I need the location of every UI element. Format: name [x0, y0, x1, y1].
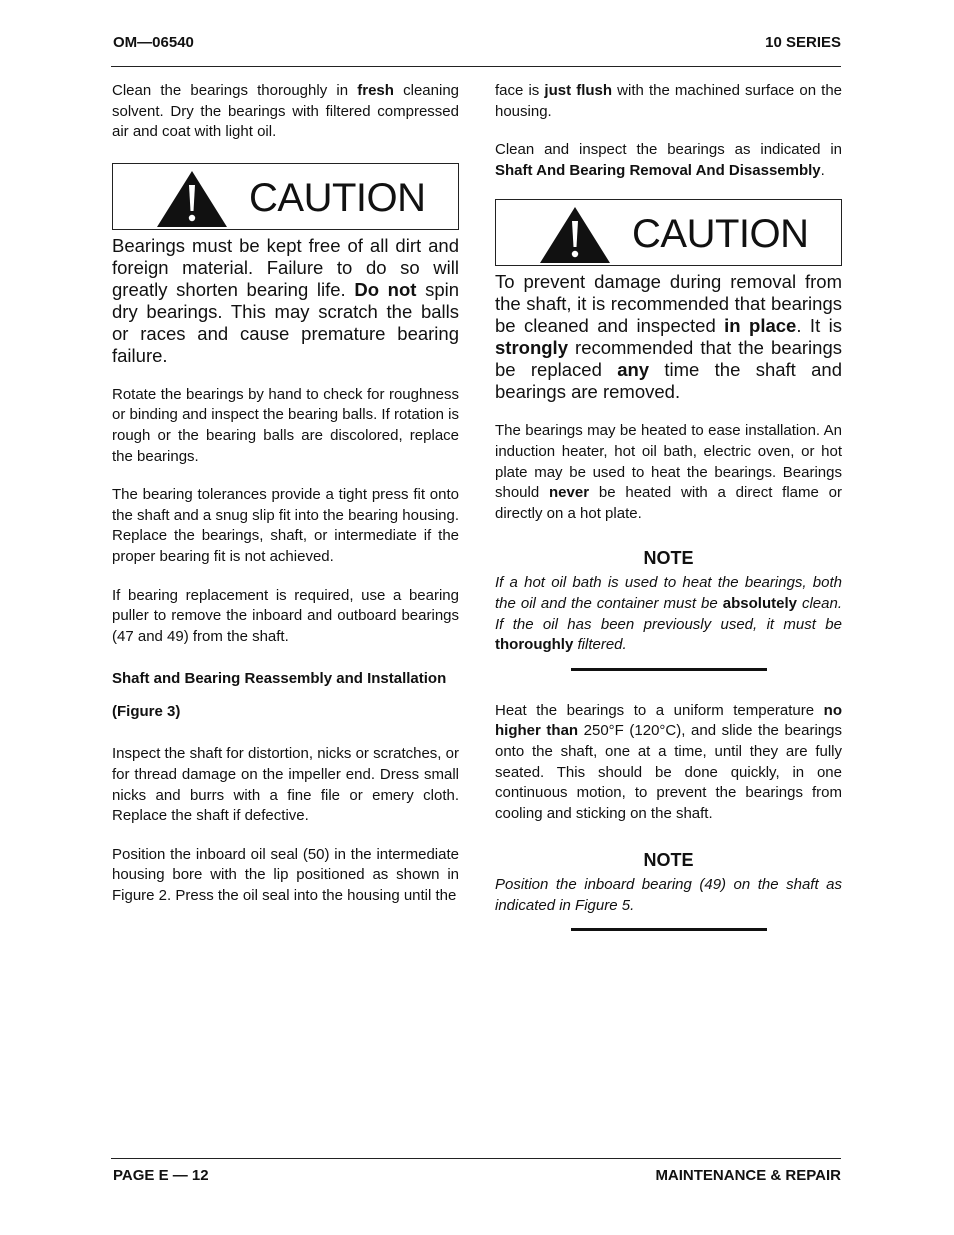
series-label: 10 SERIES: [765, 34, 841, 51]
note-rule: [571, 668, 767, 671]
warning-triangle-icon: [538, 205, 612, 265]
note-text: If a hot oil bath is used to heat the bearings, both the oil and the container must be absolutely clean. If the oil has been previously used, it must be thoroughly filtered.: [495, 574, 842, 654]
paragraph-face-flush: face is just flush with the machined surface on the housing.: [495, 82, 843, 120]
caution-label: CAUTION: [249, 175, 426, 220]
caution-box: [112, 163, 459, 230]
section-name: MAINTENANCE & REPAIR: [655, 1167, 841, 1184]
note-text: Position the inboard bearing (49) on the shaft as indicated in Figure 5.: [495, 876, 842, 914]
note-block: [495, 850, 842, 931]
caution-text: To prevent damage during removal from the shaft, it is recommended that bearings be cleaned and inspected in place. It is strongly recommended that the bearings be replaced any time the shaft and bearings are removed.: [495, 271, 842, 403]
caution-text: Bearings must be kept free of all dirt and foreign material. Failure to do so will greatly shorten bearing life. Do not spin dry bearings. This may scratch the balls or races and cause premature bearing failure.: [112, 234, 460, 366]
note-rule: [571, 928, 767, 931]
paragraph-rotate-bearings: Rotate the bearings by hand to check for roughness or binding and inspect the bearing balls. If rotation is rough or the bearing balls are discolored, replace the bearings.: [112, 385, 459, 465]
note-title: NOTE: [643, 548, 694, 569]
note-block: [495, 548, 842, 670]
footer-rule: [111, 1158, 841, 1159]
caution-box: [495, 199, 842, 266]
doc-number: OM—06540: [113, 34, 194, 51]
paragraph-inboard-oil-seal: Position the inboard oil seal (50) in the intermediate housing bore with the lip positioned as shown in Figure 2. Press the oil seal into the housing until the: [112, 845, 459, 904]
paragraph-bearing-replacement: If bearing replacement is required, use a bearing puller to remove the inboard and outboard bearings (47 and 49) from the shaft.: [112, 586, 459, 645]
section-subheading: (Figure 3): [112, 703, 181, 721]
paragraph-bearing-tolerances: The bearing tolerances provide a tight press fit onto the shaft and a snug slip fit into the bearing housing. Replace the bearings, shaft, or intermediate if the proper bearing fit is not achieved.: [112, 486, 459, 565]
paragraph-clean-bearings: Clean the bearings thoroughly in fresh cleaning solvent. Dry the bearings with filtered compressed air and coat with light oil.: [112, 82, 459, 141]
paragraph-heat-bearings: The bearings may be heated to ease installation. An induction heater, hot oil bath, electric oven, or hot plate may be used to heat the bearings. Bearings should never be heated with a direct flame or directly on a hot plate.: [495, 422, 842, 522]
paragraph-clean-inspect: Clean and inspect the bearings as indicated in Shaft And Bearing Removal And Disassembly.: [495, 141, 842, 179]
page-number: PAGE E — 12: [113, 1167, 209, 1184]
section-heading: Shaft and Bearing Reassembly and Installation: [112, 670, 447, 688]
right-column: [495, 81, 842, 931]
caution-label: CAUTION: [632, 212, 809, 257]
warning-triangle-icon: [155, 169, 229, 229]
paragraph-uniform-temperature: Heat the bearings to a uniform temperature no higher than 250°F (120°C), and slide the bearings onto the shaft, one at a time, until they are fully seated. This should be done quickly, in one continuous motion, to prevent the bearings from cooling and sticking on the shaft.: [495, 701, 842, 822]
header-rule: [111, 66, 841, 67]
left-column: [112, 81, 459, 906]
paragraph-inspect-shaft: Inspect the shaft for distortion, nicks or scratches, or for thread damage on the impeller end. Dress small nicks and burrs with a fine file or emery cloth. Replace the shaft if defective.: [112, 745, 459, 825]
note-title: NOTE: [643, 850, 694, 871]
